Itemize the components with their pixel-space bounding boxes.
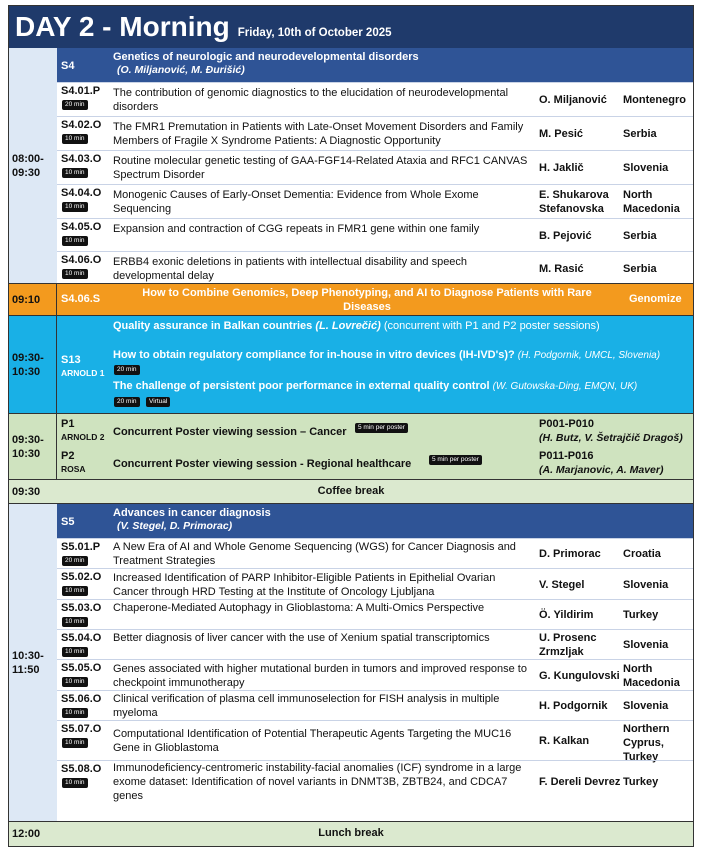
poster-code: P2 [61, 450, 75, 462]
speaker-country: Slovenia [623, 162, 669, 174]
sponsor-time: 09:10 [9, 284, 57, 315]
poster-range: P001-P010 [539, 418, 595, 430]
session-s5 [9, 504, 693, 822]
speaker-name: R. Kalkan [539, 735, 590, 747]
speaker-country: Serbia [623, 128, 657, 140]
talk-code: S5.02.O [61, 571, 102, 583]
talk-row [57, 720, 693, 763]
talk-code: S5.04.O [61, 632, 102, 644]
speaker-name: Ö. Yildirim [539, 609, 594, 621]
speaker-country: North Macedonia [623, 189, 680, 215]
poster-badge: 5 min per poster [429, 455, 482, 465]
talk-code: S5.07.O [61, 723, 102, 735]
coffee-label: Coffee break [317, 485, 385, 497]
poster-badge: 5 min per poster [355, 423, 408, 433]
poster-title: Concurrent Poster viewing session – Cancer [113, 426, 347, 438]
duration-badge: 20 min [62, 556, 88, 566]
talk-code: S4.05.O [61, 221, 102, 233]
talk-row [57, 568, 693, 599]
talk-title: ERBB4 exonic deletions in patients with intellectual disability and speech developmental delay [113, 256, 468, 282]
session-code: S13 [61, 354, 81, 366]
virtual-badge: Virtual [146, 397, 170, 407]
duration-badge: 10 min [62, 202, 88, 212]
poster-sessions [9, 414, 693, 480]
talk-title: Routine molecular genetic testing of GAA-FGF14-Related Ataxia and RFC1 CANVAS Spectrum Disorder [113, 155, 528, 181]
speaker-country: Turkey [623, 776, 659, 788]
session-s13 [9, 316, 693, 414]
duration-badge: 10 min [62, 617, 88, 627]
duration-badge: 10 min [62, 778, 88, 788]
sponsor-code: S4.06.S [61, 293, 101, 305]
sponsor-company: Genomize [629, 293, 682, 305]
poster-chairs: (A. Marjanovic, A. Maver) [539, 464, 664, 476]
session-header [57, 48, 693, 82]
speaker-country: Northern Cyprus, Turkey [623, 723, 670, 763]
poster-chairs: (H. Butz, V. Šetrajčič Dragoš) [539, 432, 683, 444]
s13-note: (concurrent with P1 and P2 poster sessions) [383, 320, 600, 332]
speaker-name: U. Prosenc Zrmzljak [539, 632, 597, 658]
duration-badge: 10 min [62, 738, 88, 748]
talk-code: S5.01.P [61, 541, 101, 553]
talk-row [57, 82, 693, 116]
talk-title: A New Era of AI and Whole Genome Sequencing (WGS) for Cancer Diagnosis and Treatment Strategies [113, 541, 516, 567]
s13-line1 [113, 320, 600, 332]
talk-row [57, 629, 693, 659]
poster-time: 09:30-10:30 [9, 414, 57, 479]
s13-talk1 [113, 349, 660, 361]
speaker-name: M. Rasić [539, 263, 584, 275]
talk-code: S4.03.O [61, 153, 102, 165]
session-time: 10:30-11:50 [9, 504, 57, 821]
speaker-country: Slovenia [623, 700, 669, 712]
duration-badge: 10 min [62, 586, 88, 596]
speaker-country: Montenegro [623, 94, 686, 106]
speaker-country: Croatia [623, 548, 661, 560]
duration-badge: 10 min [62, 236, 88, 246]
session-room: ARNOLD 1 [61, 368, 105, 378]
speaker-country: Slovenia [623, 579, 669, 591]
session-chairs: (V. Stegel, D. Primorac) [117, 520, 233, 532]
talk-row [57, 659, 693, 690]
speaker-country: Serbia [623, 230, 657, 242]
talk-row [57, 760, 693, 802]
session-code: S5 [61, 516, 75, 528]
session-time: 09:30-10:30 [9, 316, 57, 413]
talk-row [57, 116, 693, 150]
day-date: Friday, 10th of October 2025 [237, 27, 392, 39]
poster-code: P1 [61, 418, 75, 430]
page-header [9, 6, 693, 48]
speaker-country: Serbia [623, 263, 657, 275]
s13-talk2-title: The challenge of persistent poor performance in external quality control [113, 380, 490, 392]
duration-badge: 10 min [62, 647, 88, 657]
duration-badge: 20 min [62, 100, 88, 110]
duration-badge: 10 min [62, 134, 88, 144]
speaker-name: H. Podgornik [539, 700, 608, 712]
talk-title: Expansion and contraction of CGG repeats in FMR1 gene within one family [113, 223, 480, 235]
talk-title: Immunodeficiency-centromeric instability-facial anomalies (ICF) syndrome in a large exome dataset: Identification of novel variants in DNMT3B, ZBTB24, and CDCA7 genes [113, 762, 522, 802]
talk-title: The FMR1 Premutation in Patients with Late-Onset Movement Disorders and Family Members of Fragile X Syndrome Patients: A Diagnostic Opportunity [113, 121, 524, 147]
session-s4 [9, 48, 693, 284]
speaker-country: North Macedonia [623, 663, 680, 689]
talk-title: Genes associated with higher mutational burden in tumors and improved response to checkpoint immunotherapy [113, 663, 527, 689]
speaker-name: B. Pejović [539, 230, 592, 242]
speaker-country: Slovenia [623, 639, 669, 651]
speaker-name: M. Pesić [539, 128, 584, 140]
duration-badge: 10 min [62, 677, 88, 687]
poster-title: Concurrent Poster viewing session - Regional healthcare [113, 458, 412, 470]
duration-badge: 10 min [62, 708, 88, 718]
poster-range: P011-P016 [539, 450, 594, 462]
talk-code: S5.08.O [61, 763, 102, 775]
coffee-time: 09:30 [12, 485, 41, 498]
poster-room: ROSA [61, 464, 86, 474]
speaker-country: Turkey [623, 609, 659, 621]
poster-room: ARNOLD 2 [61, 432, 105, 442]
lunch-time: 12:00 [12, 828, 41, 840]
lunch-label: Lunch break [318, 827, 384, 839]
program-page [8, 5, 694, 847]
coffee-break [9, 480, 693, 504]
session-code: S4 [61, 60, 75, 72]
talk-code: S5.06.O [61, 693, 102, 705]
talk-code: S4.06.O [61, 254, 102, 266]
speaker-name: E. Shukarova Stefanovska [539, 189, 609, 215]
session-chairs: (O. Miljanović, M. Đurišić) [117, 64, 245, 76]
talk-title: The contribution of genomic diagnostics to the elucidation of neurodevelopmental disorders [113, 87, 509, 113]
talk-row [57, 218, 693, 251]
session-time: 08:00-09:30 [9, 48, 57, 283]
talk-title: Increased Identification of PARP Inhibitor-Eligible Patients in Epithelial Ovarian Cancer through HRD Testing at the Institute of Oncology Ljubljana [113, 572, 496, 598]
s13-talk1-title: How to obtain regulatory compliance for in-house in vitro devices (IH-IVD's)? [113, 349, 515, 361]
talk-row [57, 538, 693, 568]
talk-code: S5.05.O [61, 662, 102, 674]
talk-row [57, 251, 693, 284]
s13-talk1-speaker: (H. Podgornik, UMCL, Slovenia) [517, 350, 661, 361]
speaker-name: H. Jaklič [539, 162, 584, 174]
s13-talk2-duration: 20 min [114, 397, 140, 407]
session-header [57, 504, 693, 538]
duration-badge: 10 min [62, 168, 88, 178]
talk-title: Better diagnosis of liver cancer with the use of Xenium spatial transcriptomics [113, 632, 490, 644]
s13-talk1-duration: 20 min [114, 365, 140, 375]
talk-code: S4.04.O [61, 187, 102, 199]
sponsor-title: How to Combine Genomics, Deep Phenotyping, and AI to Diagnose Patients with Rare Diseases [142, 287, 592, 313]
talk-title: Computational Identification of Potential Therapeutic Agents Targeting the MUC16 Gene in Glioblastoma [113, 728, 512, 754]
session-title: Advances in cancer diagnosis [113, 507, 271, 519]
talk-code: S4.02.O [61, 119, 102, 131]
speaker-name: O. Miljanović [539, 94, 607, 106]
s13-talk2 [113, 380, 637, 392]
s13-chair: (L. Lovrečić) [315, 320, 381, 332]
speaker-name: D. Primorac [539, 548, 601, 560]
speaker-name: G. Kungulovski [539, 670, 620, 682]
speaker-name: F. Dereli Devrez [539, 776, 621, 788]
speaker-name: V. Stegel [539, 579, 585, 591]
sponsor-session [9, 284, 693, 316]
s13-title: Quality assurance in Balkan countries [113, 320, 313, 332]
session-title: Genetics of neurologic and neurodevelopmental disorders [113, 51, 419, 63]
talk-title: Chaperone-Mediated Autophagy in Glioblastoma: A Multi-Omics Perspective [113, 602, 485, 614]
day-title: DAY 2 - Morning [15, 11, 230, 42]
talk-code: S5.03.O [61, 602, 102, 614]
talk-code: S4.01.P [61, 85, 101, 97]
talk-row [57, 184, 693, 218]
talk-row [57, 599, 693, 629]
talk-row [57, 690, 693, 720]
s13-talk2-speaker: (W. Gutowska-Ding, EMQN, UK) [492, 381, 638, 392]
talk-row [57, 150, 693, 184]
talk-title: Clinical verification of plasma cell immunoselection for FISH analysis in multiple myeloma [113, 693, 500, 719]
talk-title: Monogenic Causes of Early-Onset Dementia: Evidence from Whole Exome Sequencing [113, 189, 479, 215]
duration-badge: 10 min [62, 269, 88, 279]
lunch-break [9, 822, 693, 846]
